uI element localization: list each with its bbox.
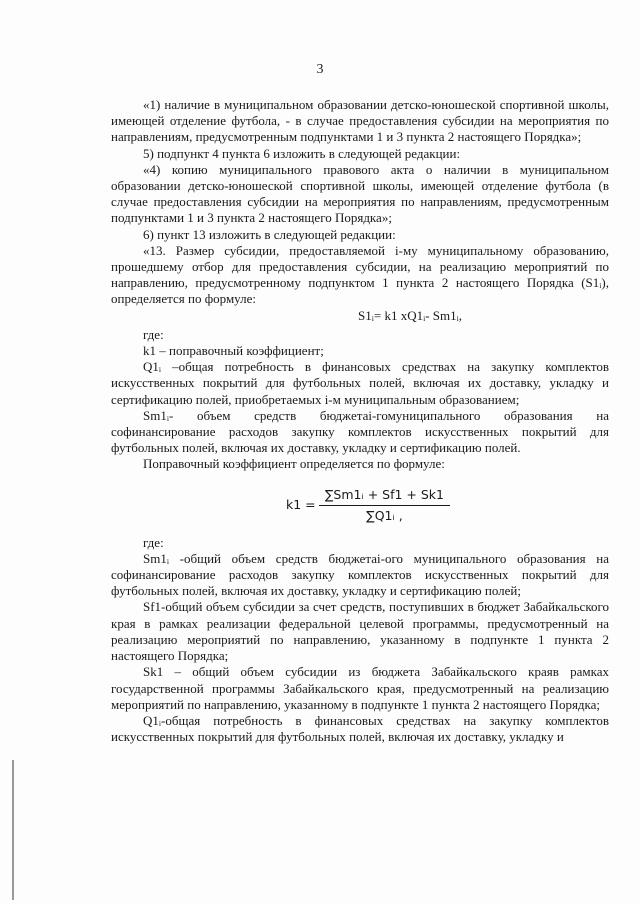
formula-s1: S1ᵢ= k1 xQ1ᵢ- Sm1ᵢ, [358,307,462,323]
document-body [111,97,609,745]
definition-sm1-total: Sm1ᵢ -общий объем средств бюджетаi-ого муниципального образования на софинансирование расходов закупку комплектов искусственных покрытий для футбольных полей, включая их доставку, укладку и сертификацию полей; [111,550,609,599]
page-number: 3 [316,62,324,77]
paragraph: «13. Размер субсидии, предоставляемой i-му муниципальному образованию, прошедшему отбор для предоставления субсидии, на реализацию мероприятий по направлению, предусмотренному подпунктом 1 пункта 2 настоящего Порядка (S1ᵢ), определяется по формуле: [111,242,609,307]
paragraph: 5) подпункт 4 пункта 6 изложить в следующей редакции: [143,145,461,161]
definition-sk1: Sk1 – общий объем субсидии из бюджета Забайкальского краяв рамках государственной программы Забайкальского края, предусмотренный на реализацию мероприятий по направлению, указанному в подпункте 1 пункта 2 настоящего Порядка; [111,664,609,712]
formula-lhs: k1 = [286,496,316,512]
formula-denominator: ∑Q1ᵢ , [366,507,403,523]
formula-fraction [319,487,450,524]
definition-sf1: Sf1-общий объем субсидии за счет средств, поступивших в бюджет Забайкальского края в рамках реализации федеральной целевой программы, предусмотренный на реализацию мероприятий по направлению, указанному в подпункте 1 пункта 2 настоящего Порядка; [111,599,609,664]
paragraph: «1) наличие в муниципальном образовании детско-юношеской спортивной школы, имеющей отделение футбола, - в случае предоставления субсидии на мероприятия по направлениям, предусмотренным подпунктами 1 и 3 пункта 2 настоящего Порядка»; [111,97,609,145]
where-label: где: [143,534,164,550]
definition-q1: Q1ᵢ –общая потребность в финансовых средствах на закупку комплектов искусственных покрытий для футбольных полей, включая их доставку, укладку и сертификацию полей, приобретаемых i-м муниципальным образованием; [111,359,609,407]
definition-q1-total: Q1ᵢ-общая потребность в финансовых средствах на закупку комплектов искусственных покрытий для футбольных полей, включая их доставку, укладку и [111,712,609,745]
paragraph: 6) пункт 13 изложить в следующей редакции: [143,226,396,242]
paragraph: «4) копию муниципального правового акта о наличии в муниципальном образовании детско-юношеской спортивной школы, имеющей отделение футбола (в случае предоставления субсидии на мероприятия по направлениям, предусмотренным подпунктами 1 и 3 пункта 2 настоящего Порядка»; [111,161,609,226]
formula-numerator: ∑Sm1ᵢ + Sf1 + Sk1 [319,487,450,506]
definition-k1: k1 – поправочный коэффициент; [143,343,324,359]
definition-sm1: Sm1ᵢ- объем средств бюджетаi-гомуниципального образования на софинансирование расходов закупку комплектов искусственных покрытий для футбольных полей, включая их доставку, укладку и сертификацию полей. [111,407,609,456]
formula-k1 [111,473,609,535]
paragraph: Поправочный коэффициент определяется по формуле: [143,456,445,472]
scan-edge-mark [12,760,14,900]
where-label: где: [143,326,164,342]
